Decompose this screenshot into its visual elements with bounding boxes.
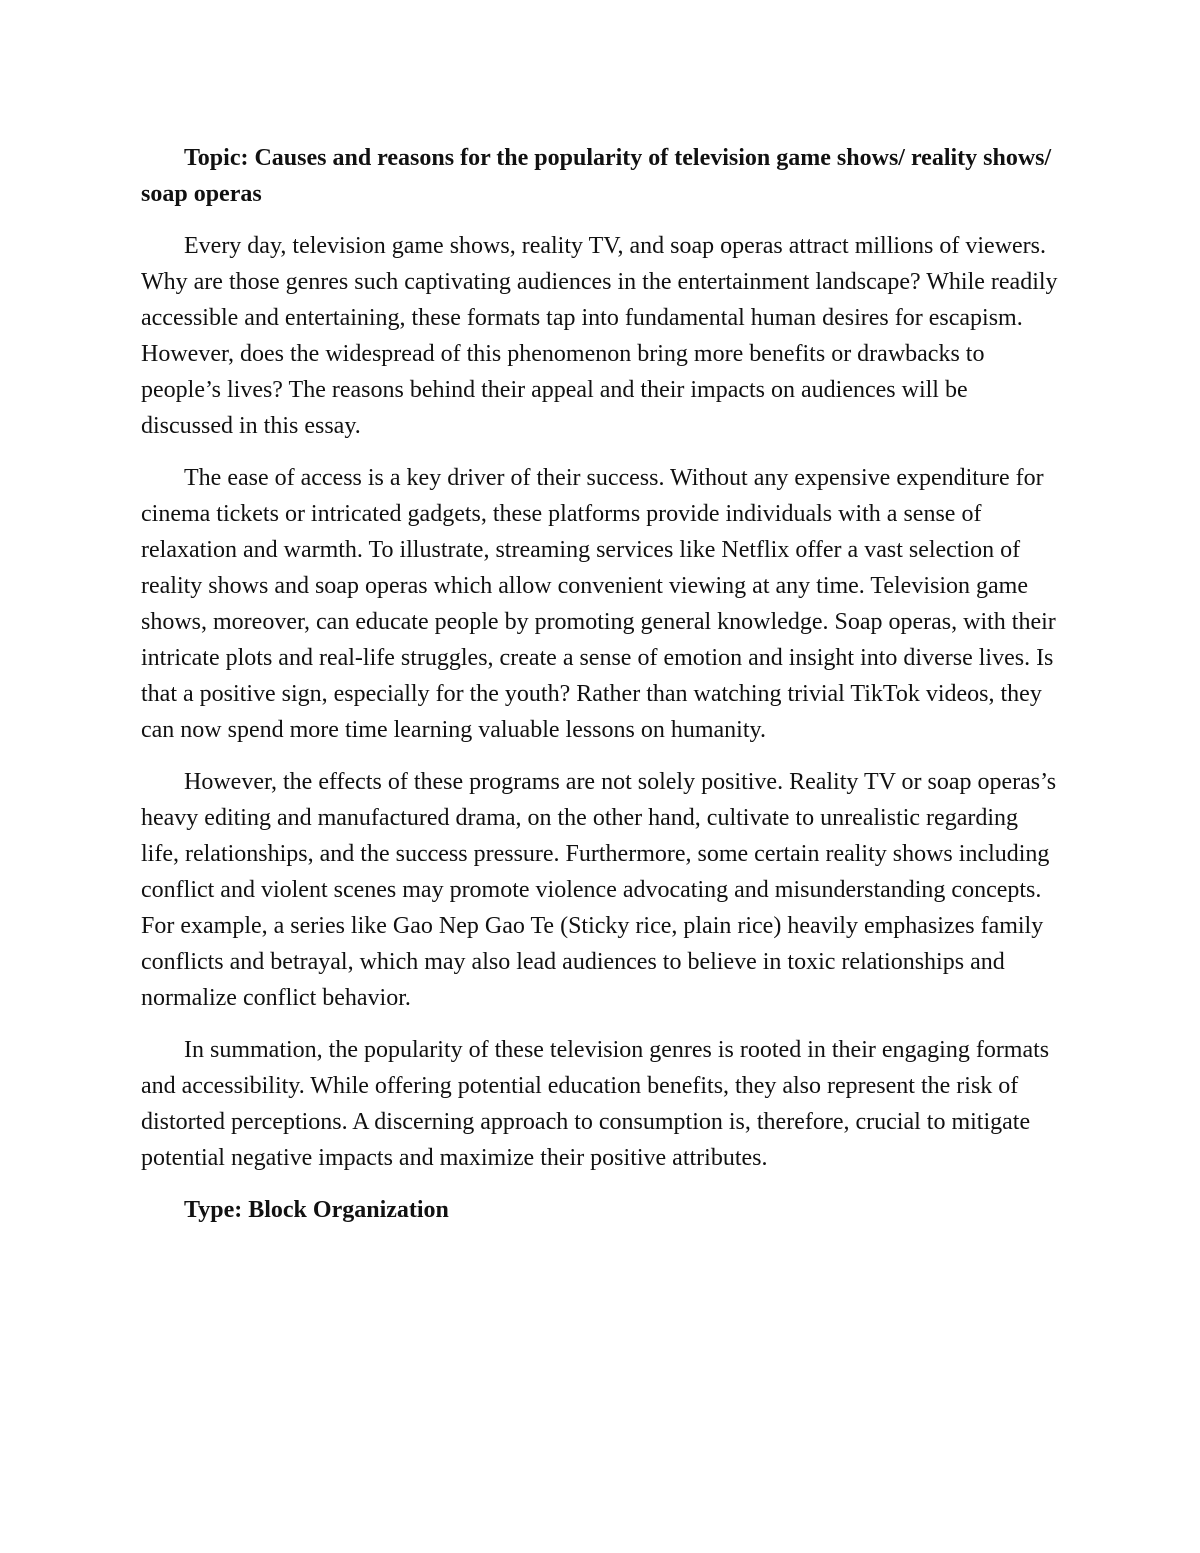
body-paragraph-1: The ease of access is a key driver of their success. Without any expensive expenditure for cinema tickets or intricated gadgets, these platforms provide individuals with a sense of relaxation and warmth. To illustrate, streaming services like Netflix offer a vast selection of reality shows and soap operas which allow convenient viewing at any time. Television game shows, moreover, can educate people by promoting general knowledge. Soap operas, with their intricate plots and real-life struggles, create a sense of emotion and insight into diverse lives. Is that a positive sign, especially for the youth? Rather than watching trivial TikTok videos, they can now spend more time learning valuable lessons on humanity. (141, 465, 1056, 743)
intro-paragraph: Every day, television game shows, reality TV, and soap operas attract millions of viewers. Why are those genres such captivating audiences in the entertainment landscape? While readily accessible and entertaining, these formats tap into fundamental human desires for escapism. However, does the widespread of this phenomenon bring more benefits or drawbacks to people’s lives? The reasons behind their appeal and their impacts on audiences will be discussed in this essay. (141, 233, 1058, 439)
topic-heading: Topic: Causes and reasons for the popularity of television game shows/ reality shows/ soap operas (141, 145, 1052, 207)
document-body (141, 140, 1061, 1244)
body-paragraph-2: However, the effects of these programs are not solely positive. Reality TV or soap operas’s heavy editing and manufactured drama, on the other hand, cultivate to unrealistic regarding life, relationships, and the success pressure. Furthermore, some certain reality shows including conflict and violent scenes may promote violence advocating and misunderstanding concepts. For example, a series like Gao Nep Gao Te (Sticky rice, plain rice) heavily emphasizes family conflicts and betrayal, which may also lead audiences to believe in toxic relationships and normalize conflict behavior. (141, 769, 1057, 1011)
conclusion-paragraph: In summation, the popularity of these television genres is rooted in their engaging formats and accessibility. While offering potential education benefits, they also represent the risk of distorted perceptions. A discerning approach to consumption is, therefore, crucial to mitigate potential negative impacts and maximize their positive attributes. (141, 1037, 1050, 1171)
type-label: Type: Block Organization (184, 1197, 449, 1223)
